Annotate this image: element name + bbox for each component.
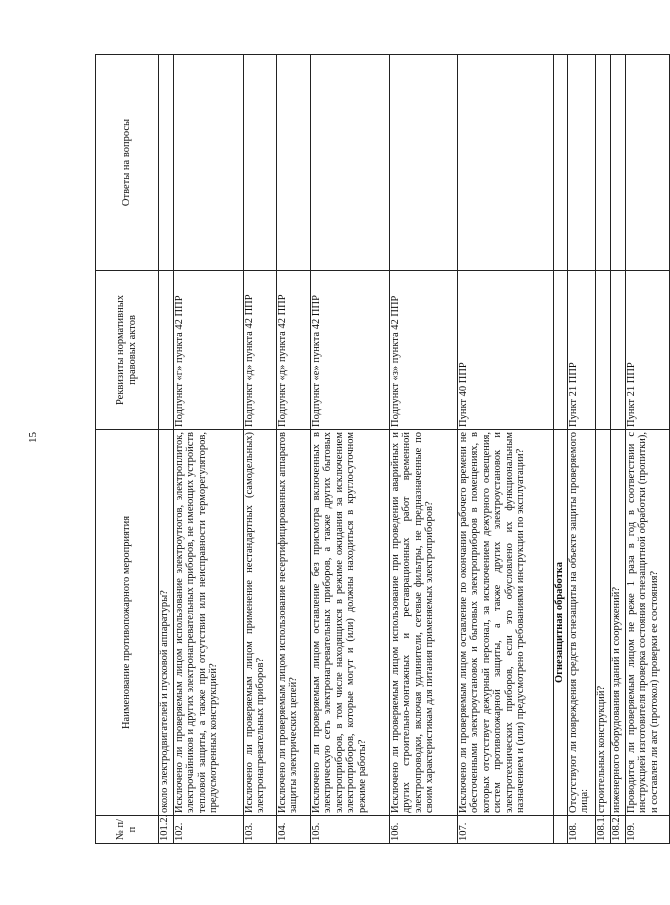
row-name: Исключено ли проверяемым лицом использование при проведении аварийных и других строительно-монтажных и реставрационных работ временной электропроводки, включая удлинители, сетевые фильтры, не предназначенные по своим характеристикам для питания применяемых электроприборов? — [390, 430, 458, 816]
row-num: 101.2. — [159, 816, 174, 844]
row-num: 103. — [244, 816, 277, 844]
answer-cell[interactable] — [277, 55, 311, 271]
row-requisites: Подпункт «з» пункта 42 ППР — [390, 271, 458, 430]
row-name: Исключено ли проверяемым лицом оставление без присмотра включенных в электрическую сеть электронагревательных приборов, а также других бытовых электроприборов, в том числе находящихся в режиме ожидания за исключением электроприборов, которые могут и (или) должны находиться в круглосуточном режиме работы? — [311, 430, 390, 816]
answer-cell[interactable] — [568, 55, 596, 271]
table-row — [568, 55, 596, 844]
header-num: № п/п — [96, 816, 159, 844]
row-num: 107. — [458, 816, 554, 844]
table-row — [244, 55, 277, 844]
table-row — [390, 55, 458, 844]
answer-cell[interactable] — [458, 55, 554, 271]
row-requisites: Подпункт «г» пункта 42 ППР — [174, 271, 244, 430]
answer-cell[interactable] — [596, 55, 611, 271]
answer-cell[interactable] — [244, 55, 277, 271]
row-requisites: Подпункт «е» пункта 42 ППР — [311, 271, 390, 430]
answer-cell[interactable] — [390, 55, 458, 271]
row-requisites — [596, 271, 611, 430]
table-row — [159, 55, 174, 844]
row-requisites: Пункт 21 ППР — [568, 271, 596, 430]
answer-cell[interactable] — [174, 55, 244, 271]
table-row — [458, 55, 554, 844]
table-row — [174, 55, 244, 844]
row-num: 109. — [626, 816, 670, 844]
table-row — [277, 55, 311, 844]
answer-cell[interactable] — [611, 55, 626, 271]
row-name: около электродвигателей и пусковой аппаратуры? — [159, 430, 174, 816]
page-number: 15 — [27, 432, 39, 443]
row-requisites — [611, 271, 626, 430]
row-requisites — [159, 271, 174, 430]
row-num: 104. — [277, 816, 311, 844]
row-num: 108. — [568, 816, 596, 844]
row-num: 108.2. — [611, 816, 626, 844]
row-num: 102. — [174, 816, 244, 844]
row-requisites: Пункт 21 ППР — [626, 271, 670, 430]
table-row — [311, 55, 390, 844]
section-title: Огнезащитная обработка — [554, 430, 568, 816]
header-name: Наименование противопожарного мероприятия — [96, 430, 159, 816]
row-name: Исключено ли проверяемым лицом оставление по окончании рабочего времени не обесточенными электроустановок и бытовых электроприборов в помещениях, в которых отсутствует дежурный персонал, за исключением дежурного освещения, систем противопожарной защиты, а также других электроустановок и электротехнических приборов, если это обусловлено их функциональным назначением и (или) предусмотрено требованиями инструкции по эксплуатации? — [458, 430, 554, 816]
row-num: 108.1. — [596, 816, 611, 844]
row-name: Исключено ли проверяемым лицом использование несертифицированных аппаратов защиты электрических цепей? — [277, 430, 311, 816]
section-row — [554, 55, 568, 844]
checklist-sheet — [95, 55, 660, 844]
row-name: Проводится ли проверяемым лицом не реже 1 раза в год в соответствии с инструкцией изготовителя проверка состояния огнезащитной обработки (пропитки), и составлен ли акт (протокол) проверки ее состояния? — [626, 430, 670, 816]
row-requisites: Пункт 40 ППР — [458, 271, 554, 430]
row-requisites: Подпункт «д» пункта 42 ППР — [244, 271, 277, 430]
header-requisites: Реквизиты нормативных правовых актов — [96, 271, 159, 430]
row-requisites: Подпункт «д» пункта 42 ППР — [277, 271, 311, 430]
table-row — [611, 55, 626, 844]
header-answers: Ответы на вопросы — [96, 55, 159, 271]
answer-cell[interactable] — [159, 55, 174, 271]
row-name: Исключено ли проверяемым лицом использование электроутюгов, электроплиток, электрочайников и других электронагревательных приборов, не имеющих устройств тепловой защиты, а также при отсутствии или неисправности терморегуляторов, предусмотренных конструкцией? — [174, 430, 244, 816]
row-name: инженерного оборудования зданий и сооружений? — [611, 430, 626, 816]
answer-cell[interactable] — [626, 55, 670, 271]
row-name: Отсутствуют ли повреждения средств огнезащиты на объекте защиты проверяемого лица: — [568, 430, 596, 816]
table-row — [626, 55, 670, 844]
row-name: Исключено ли проверяемым лицом применение нестандартных (самодельных) электронагревательных приборов? — [244, 430, 277, 816]
checklist-table — [95, 54, 670, 844]
row-name: строительных конструкций? — [596, 430, 611, 816]
row-num: 106. — [390, 816, 458, 844]
table-row — [596, 55, 611, 844]
table-header-row — [96, 55, 159, 844]
row-num: 105. — [311, 816, 390, 844]
answer-cell[interactable] — [311, 55, 390, 271]
